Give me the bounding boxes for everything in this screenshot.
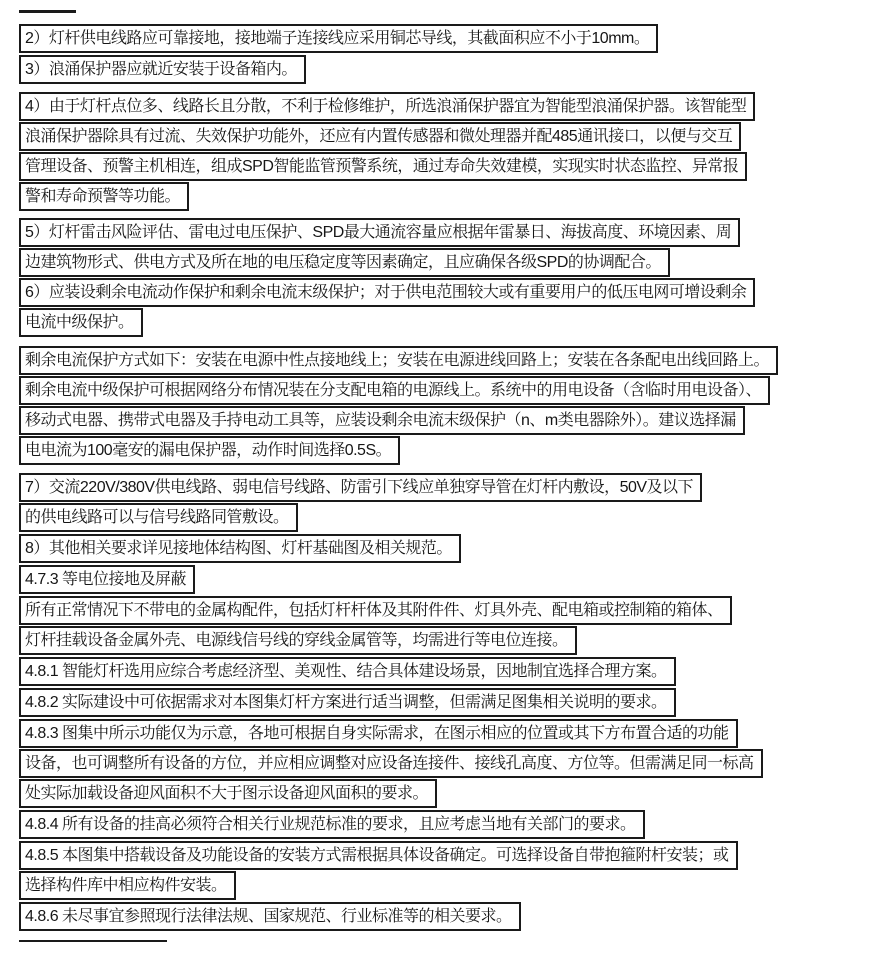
text-line-box: 4.8.3 图集中所示功能仅为示意，各地可根据自身实际需求，在图示相应的位置或其下方布置合适的功能 (19, 719, 738, 748)
text-line-box: 4.8.4 所有设备的挂高必须符合相关行业规范标准的要求，且应考虑当地有关部门的要求。 (19, 810, 645, 839)
text-line-box: 4）由于灯杆点位多、线路长且分散，不利于检修维护，所选浪涌保护器宜为智能型浪涌保护器。该智能型 (19, 92, 755, 121)
text-line-box: 管理设备、预警主机相连，组成SPD智能监管预警系统，通过寿命失效建模，实现实时状态监控、异常报 (19, 152, 747, 181)
text-line-box: 设备，也可调整所有设备的方位，并应相应调整对应设备连接件、接线孔高度、方位等。但需满足同一标高 (19, 749, 763, 778)
text-line-box: 浪涌保护器除具有过流、失效保护功能外，还应有内置传感器和微处理器并配485通讯接口，以便与交互 (19, 122, 741, 151)
cropped-box-edge-top (19, 10, 76, 13)
text-line-box: 电流中级保护。 (19, 308, 143, 337)
text-line-box: 剩余电流保护方式如下：安装在电源中性点接地线上；安装在电源进线回路上；安装在各条配电出线回路上。 (19, 346, 778, 375)
text-line-box: 4.7.3 等电位接地及屏蔽 (19, 565, 195, 594)
text-line-box: 处实际加载设备迎风面积不大于图示设备迎风面积的要求。 (19, 779, 437, 808)
text-line-box: 电电流为100毫安的漏电保护器，动作时间选择0.5S。 (19, 436, 400, 465)
text-line-box: 剩余电流中级保护可根据网络分布情况装在分支配电箱的电源线上。系统中的用电设备（含临时用电设备）、 (19, 376, 770, 405)
text-line-box: 选择构件库中相应构件安装。 (19, 871, 236, 900)
text-line-box: 的供电线路可以与信号线路同管敷设。 (19, 503, 298, 532)
text-line-box: 4.8.6 未尽事宜参照现行法律法规、国家规范、行业标准等的相关要求。 (19, 902, 521, 931)
cropped-box-edge-bottom (19, 940, 167, 942)
text-line-box: 警和寿命预警等功能。 (19, 182, 189, 211)
text-lines (19, 24, 778, 931)
text-line-box: 3）浪涌保护器应就近安装于设备箱内。 (19, 55, 306, 84)
text-line-box: 6）应装设剩余电流动作保护和剩余电流末级保护；对于供电范围较大或有重要用户的低压电网可增设剩余 (19, 278, 755, 307)
text-line-box: 2）灯杆供电线路应可靠接地，接地端子连接线应采用铜芯导线，其截面积应不小于10mm。 (19, 24, 658, 53)
text-line-box: 4.8.5 本图集中搭载设备及功能设备的安装方式需根据具体设备确定。可选择设备自带抱箍附杆安装；或 (19, 841, 738, 870)
document-body (19, 24, 778, 932)
text-line-box: 边建筑物形式、供电方式及所在地的电压稳定度等因素确定，且应确保各级SPD的协调配合。 (19, 248, 670, 277)
text-line-box: 移动式电器、携带式电器及手持电动工具等，应装设剩余电流末级保护（n、m类电器除外）。建议选择漏 (19, 406, 745, 435)
text-line-box: 7）交流220V/380V供电线路、弱电信号线路、防雷引下线应单独穿导管在灯杆内敷设，50V及以下 (19, 473, 702, 502)
text-line-box: 4.8.1 智能灯杆选用应综合考虑经济型、美观性、结合具体建设场景，因地制宜选择合理方案。 (19, 657, 676, 686)
text-line-box: 8）其他相关要求详见接地体结构图、灯杆基础图及相关规范。 (19, 534, 461, 563)
text-line-box: 4.8.2 实际建设中可依据需求对本图集灯杆方案进行适当调整，但需满足图集相关说明的要求。 (19, 688, 676, 717)
text-line-box: 灯杆挂载设备金属外壳、电源线信号线的穿线金属管等，均需进行等电位连接。 (19, 626, 577, 655)
text-line-box: 所有正常情况下不带电的金属构配件，包括灯杆杆体及其附件件、灯具外壳、配电箱或控制箱的箱体、 (19, 596, 732, 625)
text-line-box: 5）灯杆雷击风险评估、雷电过电压保护、SPD最大通流容量应根据年雷暴日、海拔高度、环境因素、周 (19, 218, 740, 247)
